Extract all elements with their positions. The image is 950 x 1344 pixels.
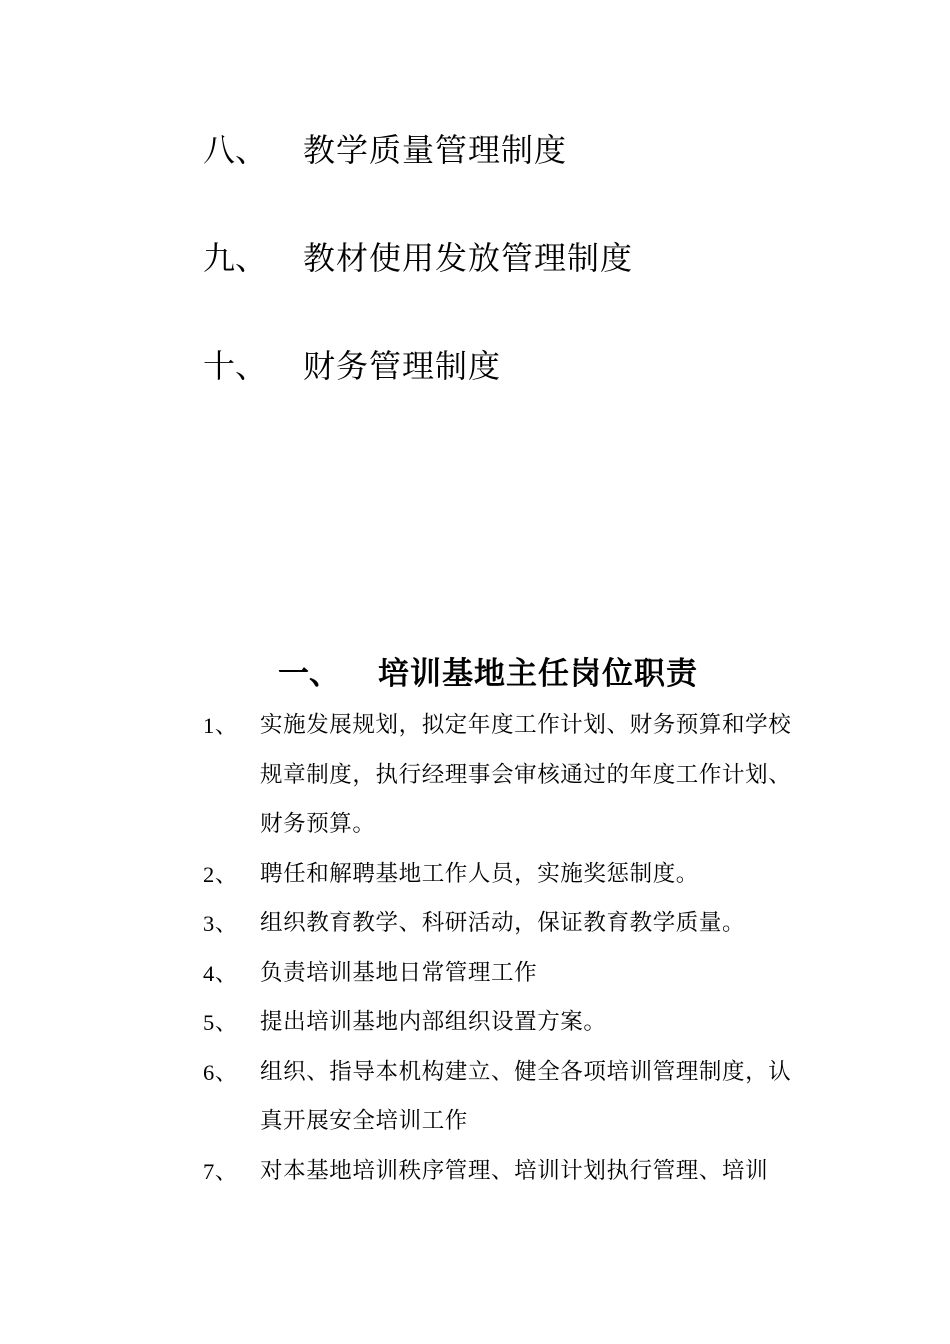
list-item-text: 组织教育教学、科研活动，保证教育教学质量。 — [260, 910, 746, 936]
list-item-text: 负责培训基地日常管理工作 — [260, 959, 538, 986]
duty-list — [203, 701, 813, 1196]
list-item — [203, 1048, 813, 1147]
list-item-number: 5、 — [203, 1010, 238, 1035]
toc-item-number: 八、 — [203, 131, 268, 169]
list-item-number: 4、 — [203, 960, 238, 986]
list-item-number: 3、 — [203, 911, 238, 936]
list-item-text: 提出培训基地内部组织设置方案。 — [260, 1009, 607, 1035]
toc-item-title: 教材使用发放管理制度 — [303, 239, 634, 277]
list-item-number: 7、 — [203, 1158, 238, 1184]
toc-item-number: 十、 — [203, 347, 268, 385]
list-item-text: 实施发展规划，拟定年度工作计划、财务预算和学校规章制度，执行经理事会审核通过的年度工作计划、财务预算。 — [260, 712, 792, 837]
list-item-number: 2、 — [203, 861, 238, 887]
list-item-number: 1、 — [203, 713, 238, 738]
list-item — [203, 1147, 813, 1197]
list-item — [203, 998, 813, 1048]
list-item-text: 组织、指导本机构建立、健全各项培训管理制度，认真开展安全培训工作 — [260, 1058, 792, 1134]
list-item — [203, 701, 813, 850]
list-item — [203, 899, 813, 949]
list-item-number: 6、 — [203, 1059, 238, 1085]
list-item-text: 聘任和解聘基地工作人员，实施奖惩制度。 — [260, 860, 699, 887]
toc-item-title: 财务管理制度 — [303, 347, 502, 385]
section-title: 培训基地主任岗位职责 — [378, 656, 698, 692]
list-item-text: 对本基地培训秩序管理、培训计划执行管理、培训 — [260, 1157, 769, 1184]
toc-item-title: 教学质量管理制度 — [303, 131, 568, 169]
section-number: 一、 — [278, 656, 340, 692]
toc-item-number: 九、 — [203, 239, 268, 277]
list-item — [203, 949, 813, 999]
list-item — [203, 850, 813, 900]
